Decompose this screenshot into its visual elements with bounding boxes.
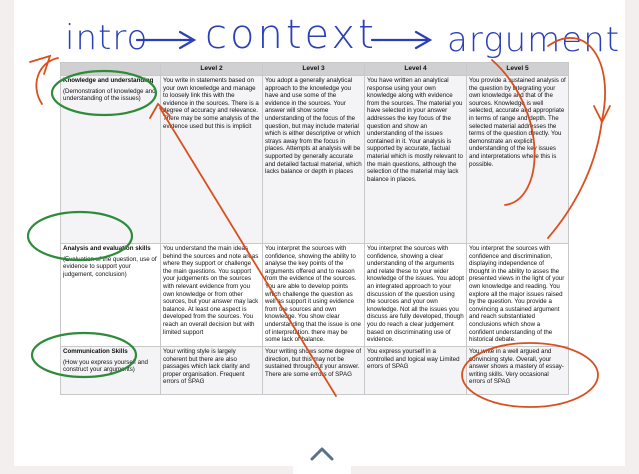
- table-header-row: [61, 63, 569, 76]
- table-cell: You express yourself in a controlled and logical way Limited errors of SPAG: [365, 347, 467, 395]
- scroll-up-tab[interactable]: [293, 434, 351, 474]
- mark-scheme-table: [60, 62, 569, 395]
- row-label-knowledge: [61, 76, 161, 244]
- table-cell: You write in statements based on your own knowledge and manage to loosely link this with the evidence in the sources. There is a degree of accuracy and relevance. There may be some analysis of the evidence used but this is implicit: [161, 76, 263, 244]
- header-level-5: Level 5: [467, 63, 569, 76]
- handwritten-intro: intro: [65, 18, 149, 58]
- table-cell: You understand the main ideas behind the sources and note areas where they support or challenge the main questions. You support your judgements on the sources with relevant evidence from you own knowledge or from other sources, but your answer may lack balance. At least one aspect is developed from the sources. You reach an overall decision but with limited support: [161, 244, 263, 347]
- row-label-analysis: [61, 244, 161, 347]
- header-level-4: Level 4: [365, 63, 467, 76]
- table-cell: You interpret the sources with confidence and discrimination, displaying independence of thought in the ability to asses the presented views in the light of your own knowledge and reading. You explore all the major issues raised by the question. You provide a convincing a sustained argument and reach substantiated conclusions which show a confident understanding of the historical debate.: [467, 244, 569, 347]
- table-cell: You have written an analytical response using your own knowledge along with evidence from the sources. The material you have selected in your answer addresses the key focus of the question and show an understanding of the issues contained in it. Your analysis is supported by accurate, factual material which is mostly relevant to the main questions, although the selection of the material may lack balance in places.: [365, 76, 467, 244]
- table-row: [61, 347, 569, 395]
- table-cell: You interpret the sources with confidence, showing the ability to analyse the key points of the arguments offered and to reason from the evidence of the sources. You are able to develop points which challenge the question as well as support it using evidence from the sources and own knowledge. You show clear understanding that the issue is one of interpretation. there may be some lack of balance.: [263, 244, 365, 347]
- criterion-description: (Demonstration of knowledge and understanding of the issues): [63, 87, 156, 103]
- table-cell: Your writing shows some degree of direction, but this may not be sustained throughout your answer. There are some errors of SPAG: [263, 347, 365, 395]
- chevron-up-icon[interactable]: [293, 434, 351, 466]
- header-level-3: Level 3: [263, 63, 365, 76]
- table-cell: You interpret the sources with confidence, showing a clear understanding of the arguments and relate these to your wider knowledge of the issues. You adopt an integrated approach to your discussion of the question using the sources and your own knowledge. Not all the issues you discuss are fully developed, though you do reach a clear judgement based on discriminating use of evidence.: [365, 244, 467, 347]
- table-cell: You adopt a generally analytical approach to the knowledge you have and use some of the evidence in the sources. Your answer will show some understanding of the focus of the question, but may include material which is either descriptive or which strays away from the focus in places. Attempts at analysis will be supported by generally accurate and detailed factual material, which lacks balance or depth in places: [263, 76, 365, 244]
- criterion-heading: Analysis and evaluation skills: [63, 245, 151, 252]
- criterion-heading: Communication Skills: [63, 348, 128, 355]
- table-row: [61, 244, 569, 347]
- table-cell: Your writing style is largely coherent but there are also passages which lack clarity and proper organisation. Frequent errors of SPAG: [161, 347, 263, 395]
- table-cell: You provide a sustained analysis of the question by integrating your own knowledge and that of the sources. Knowledge is well selected, accurate and appropriate in terms of range and depth. The selected material addresses the terms of the question directly. You demonstrate an explicit understanding of the key issues and interpretations where this is possible.: [467, 76, 569, 244]
- handwritten-context: context: [205, 12, 377, 58]
- table-cell: You write in a well argued and convincing style. Overall, your answer shows a mastery of essay-writing skills. Very occasional errors of SPAG: [467, 347, 569, 395]
- table-row: [61, 76, 569, 244]
- criterion-description: (How you express yourself and construct your arguments): [63, 358, 148, 374]
- header-blank: [61, 63, 161, 76]
- criterion-description: (Evaluation of the question, use of evidence to support your judgement, conclusion): [63, 255, 157, 278]
- criterion-heading: Knowledge and understanding: [63, 77, 154, 84]
- handwritten-argument: argument: [447, 20, 621, 60]
- row-label-communication: [61, 347, 161, 395]
- header-level-2: Level 2: [161, 63, 263, 76]
